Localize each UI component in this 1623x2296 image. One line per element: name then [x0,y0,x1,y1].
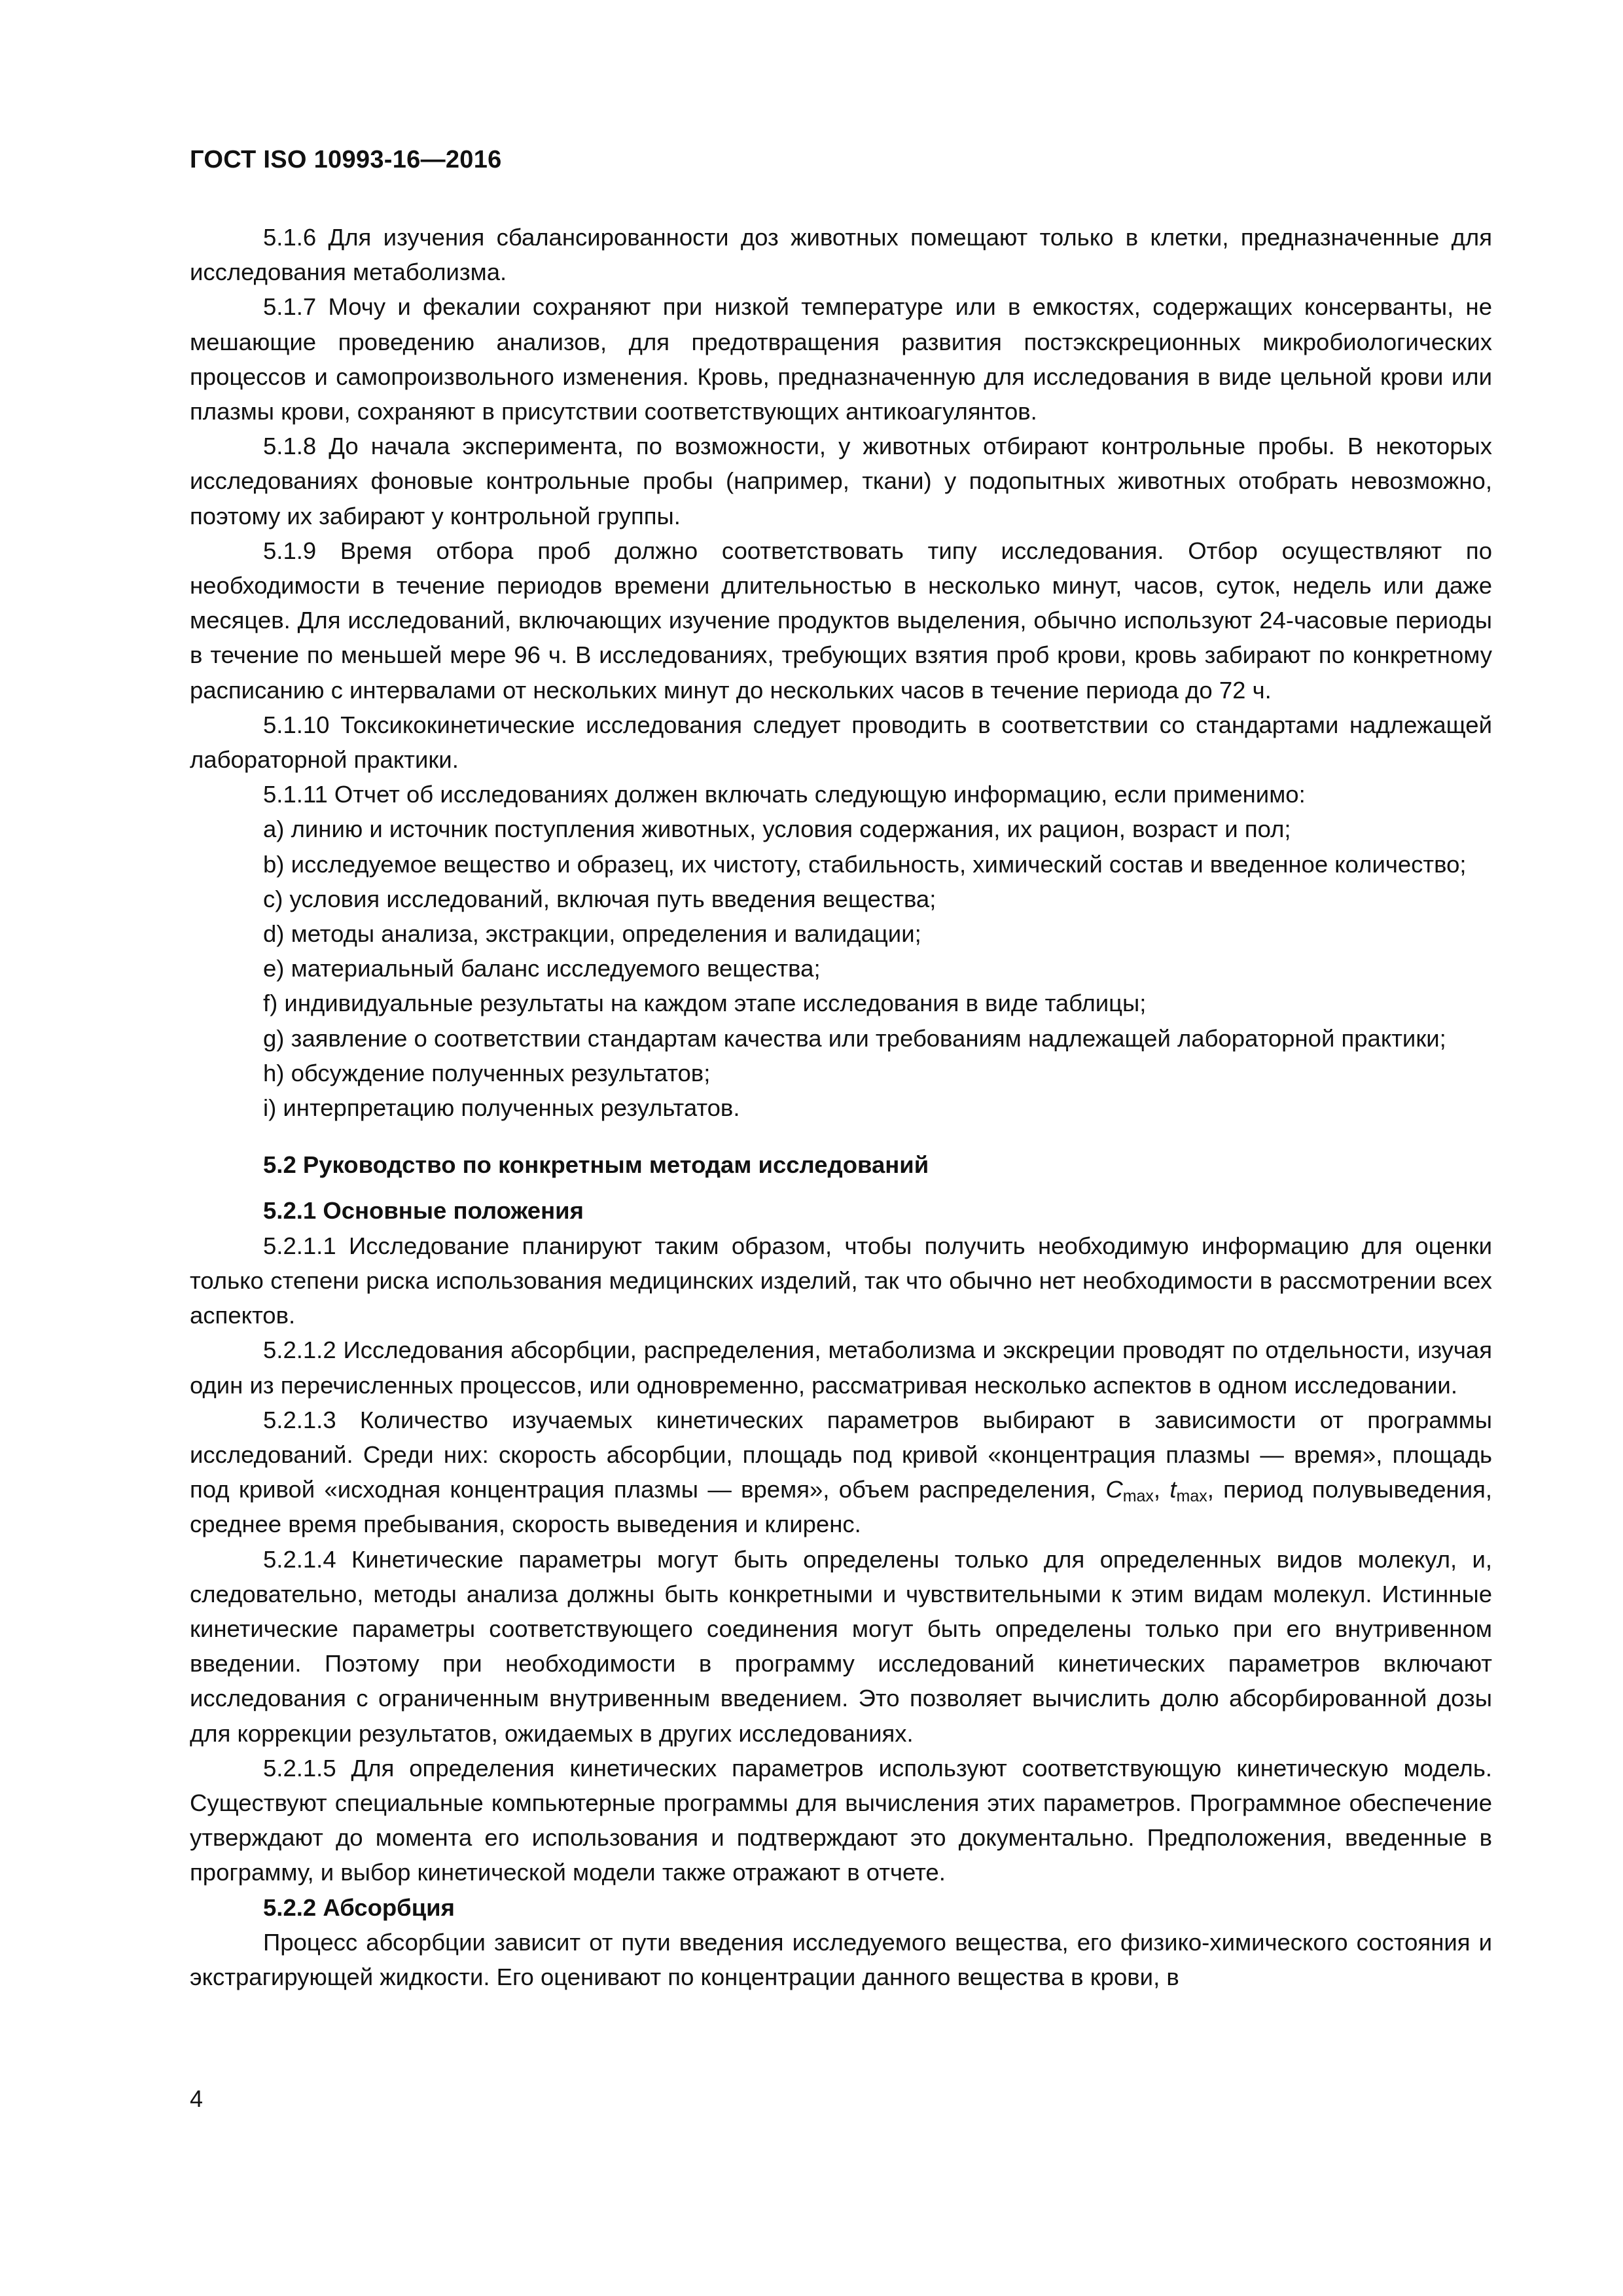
paragraph-text: 5.2.1.3 Количество изучаемых кинетических параметров выбирают в зависимости от программы исследований. Среди них: скорость абсорбции, площадь под кривой «концентрация плазмы — время», площадь под кривой «исходная концентрация плазмы — время», объем распределения, [190,1406,1492,1503]
list-item-f: f) индивидуальные результаты на каждом этапе исследования в виде таблицы; [263,990,1147,1017]
paragraph-5-2-2: Процесс абсорбции зависит от пути введения исследуемого вещества, его физико-химического состояния и экстрагирующей жидкости. Его оценивают по концентрации данного вещества в крови, в [190,1928,1492,1990]
document-body [190,220,1492,1994]
list-item-i: i) интерпретацию полученных результатов. [263,1094,740,1122]
section-spacer [190,1125,1492,1147]
list-item-d: d) методы анализа, экстракции, определения и валидации; [263,920,921,948]
list-item-h: h) обсуждение полученных результатов; [263,1059,711,1086]
paragraph-5-2-1-5: 5.2.1.5 Для определения кинетических параметров используют соответствующую кинетическую модель. Существуют специальные компьютерные программы для вычисления этих параметров. Программное обеспечение утверждают до момента его использования и подтверждают это документально. Предположения, введенные в программу, и выбор кинетической модели также отражают в отчете. [190,1754,1492,1886]
tmax-subscript: max [1176,1487,1207,1506]
section-spacer [190,1182,1492,1193]
paragraph-5-2-1-3 [190,1403,1492,1542]
paragraph-tail: , период полувыведения, среднее время пребывания, скорость выведения и клиренс. [190,1476,1492,1538]
separator: , [1153,1476,1170,1503]
subsection-heading-5-2-1: 5.2.1 Основные положения [263,1197,584,1225]
paragraph-5-2-1-4: 5.2.1.4 Кинетические параметры могут быть определены только для определенных видов молекул, и, следовательно, методы анализа должны быть конкретными и чувствительными к этим видам молекул. Истинные кинетические параметры соответствующего соединения могут быть определены только при его внутривенном введении. Поэтому при необходимости в программу исследований кинетических параметров включают исследования с ограниченным внутривенным введением. Это позволяет вычислить долю абсорбированной дозы для коррекции результатов, ожидаемых в других исследованиях. [190,1545,1492,1747]
paragraph-5-1-6: 5.1.6 Для изучения сбалансированности доз животных помещают только в клетки, предназначенные для исследования метаболизма. [190,224,1492,286]
list-item-b: b) исследуемое вещество и образец, их чистоту, стабильность, химический состав и введенное количество; [263,850,1467,878]
paragraph-5-1-10: 5.1.10 Токсикокинетические исследования следует проводить в соответствии со стандартами надлежащей лабораторной практики. [190,711,1492,774]
paragraph-5-2-1-1: 5.2.1.1 Исследование планируют таким образом, чтобы получить необходимую информацию для оценки только степени риска использования медицинских изделий, так что обычно нет необходимости в рассмотрении всех аспектов. [190,1232,1492,1329]
page-number: 4 [190,2085,204,2112]
subsection-heading-5-2-2: 5.2.2 Абсорбция [263,1893,455,1921]
section-heading-5-2: 5.2 Руководство по конкретным методам исследований [263,1151,929,1179]
paragraph-5-1-8: 5.1.8 До начала эксперимента, по возможности, у животных отбирают контрольные пробы. В некоторых исследованиях фоновые контрольные пробы (например, ткани) у подопытных животных отобрать невозможно, поэтому их забирают у контрольной группы. [190,433,1492,529]
paragraph-5-1-7: 5.1.7 Мочу и фекалии сохраняют при низкой температуре или в емкостях, содержащих консерванты, не мешающие проведению анализов, для предотвращения развития постэкскреционных микробиологических процессов и самопроизвольного изменения. Кровь, предназначенную для исследования в виде цельной крови или плазмы крови, сохраняют в присутствии соответствующих антикоагулянтов. [190,293,1492,425]
cmax-subscript: max [1122,1487,1154,1506]
paragraph-5-1-9: 5.1.9 Время отбора проб должно соответствовать типу исследования. Отбор осуществляют по необходимости в течение периодов времени длительностью в несколько минут, часов, суток, недель или даже месяцев. Для исследований, включающих изучение продуктов выделения, обычно используют 24-часовые периоды в течение по меньшей мере 96 ч. В исследованиях, требующих взятия проб крови, кровь забирают по конкретному расписанию с интервалами от нескольких минут до нескольких часов в течение периода до 72 ч. [190,537,1492,704]
list-item-g: g) заявление о соответствии стандартам качества или требованиям надлежащей лабораторной практики; [263,1024,1446,1052]
document-header: ГОСТ ISO 10993-16—2016 [190,146,502,173]
list-item-a: a) линию и источник поступления животных, условия содержания, их рацион, возраст и пол; [263,816,1291,843]
cmax-symbol: C [1105,1476,1123,1503]
tmax-symbol: t [1169,1476,1177,1503]
list-item-c: c) условия исследований, включая путь введения вещества; [263,885,936,912]
paragraph-5-1-11: 5.1.11 Отчет об исследованиях должен включать следующую информацию, если применимо: [263,781,1306,808]
list-item-e: e) материальный баланс исследуемого вещества; [263,955,821,982]
paragraph-5-2-1-2: 5.2.1.2 Исследования абсорбции, распределения, метаболизма и экскреции проводят по отдельности, изучая один из перечисленных процессов, или одновременно, рассматривая несколько аспектов в одном исследовании. [190,1336,1492,1399]
